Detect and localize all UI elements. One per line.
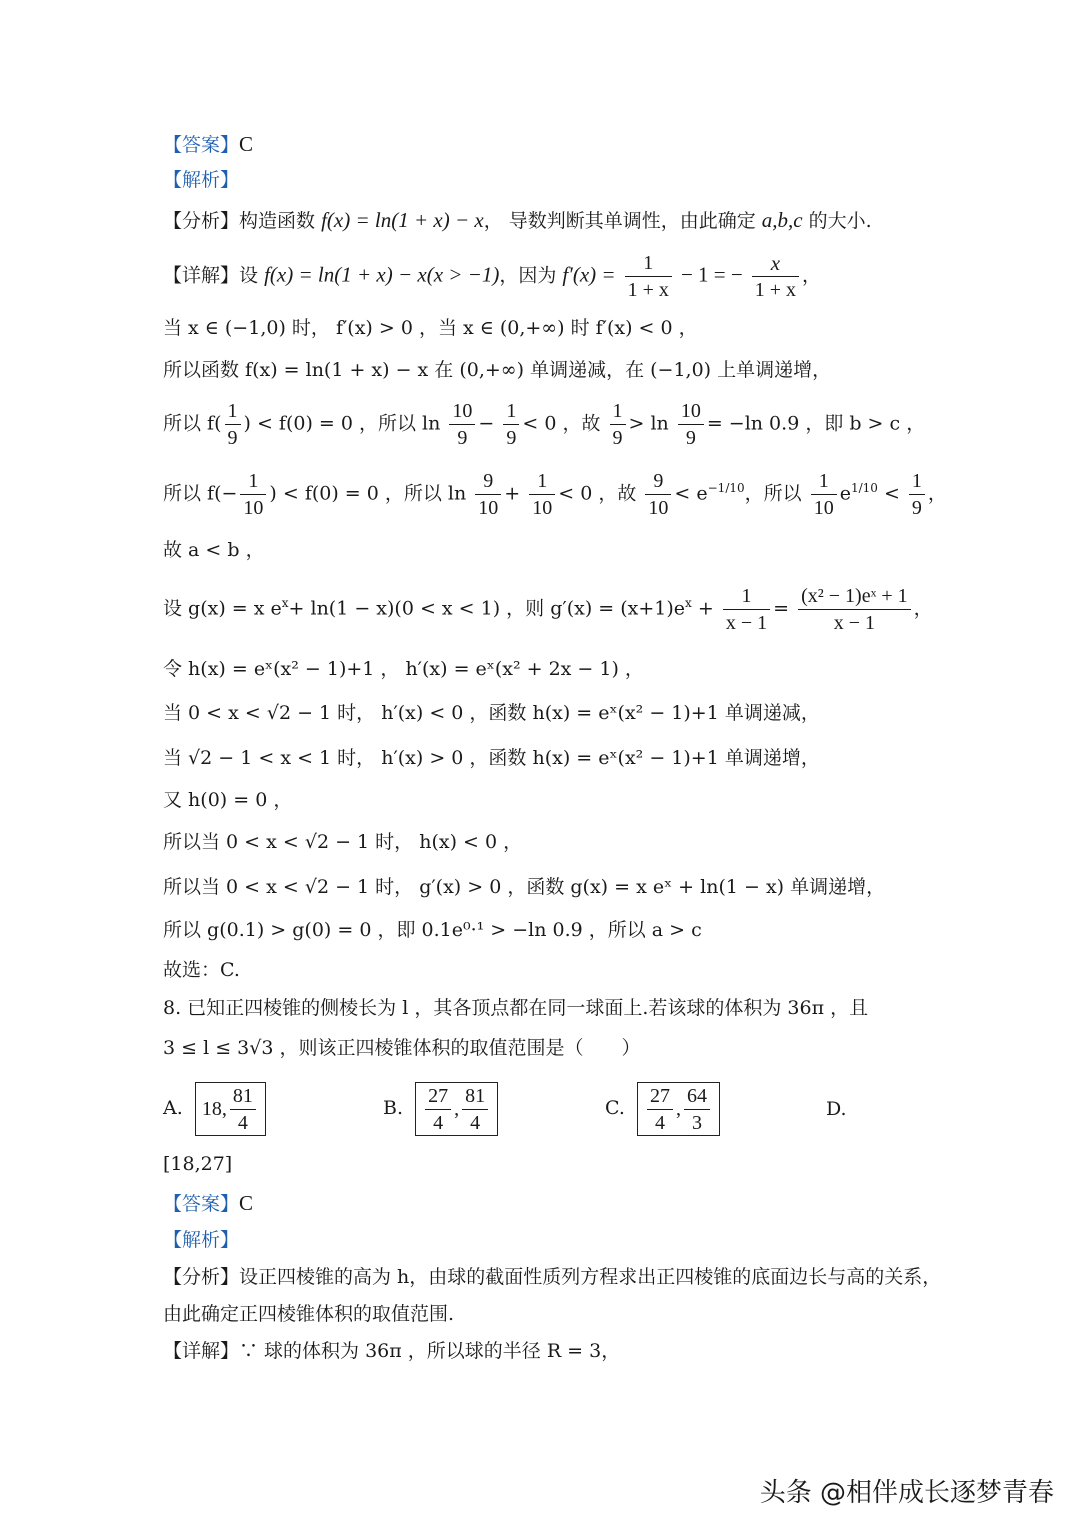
line-16: 故选：C. xyxy=(163,959,240,981)
question-8-line-2: 3 ≤ l ≤ 3√3 ，则该正四棱锥体积的取值范围是（ ） xyxy=(163,1037,641,1059)
analysis-tag-2: 【解析】 xyxy=(163,1229,240,1251)
answer-line-2 xyxy=(163,1190,253,1217)
fenxi-text-b: ， 导数判断其单调性，由此确定 xyxy=(483,210,756,232)
xj1-frac-2: $\frac{x}{1 + x}$ xyxy=(752,250,799,303)
xj1-text-b: ，因为 xyxy=(499,264,557,287)
analysis-line-1 xyxy=(163,167,239,193)
option-c-interval: $\frac{27}{4}$ , $\frac{64}{3}$ xyxy=(637,1082,720,1136)
xj1-derivative: f′(x) = xyxy=(562,262,616,287)
fenxi-line-1 xyxy=(163,207,872,234)
fenxi-tag: 【分析】 xyxy=(163,210,240,232)
line-4: 所以函数 f(x) = ln(1 + x) − x 在 (0,+∞) 单调递减，在 (−1,0) 上单调递增， xyxy=(163,359,832,381)
xj1-text-a: 设 xyxy=(239,264,259,287)
answer-tag-2: 【答案】 xyxy=(163,1193,240,1215)
line-7: 故 a < b ， xyxy=(163,539,265,561)
line-3: 当 x ∈ (−1,0) 时， f′(x) > 0 ，当 x ∈ (0,+∞) 时 f′(x) < 0 ， xyxy=(163,317,698,339)
watermark: 头条 @相伴成长逐梦青春 xyxy=(759,1478,1054,1508)
xj1-mid: − 1 = − xyxy=(680,262,743,287)
option-a-label: A. xyxy=(163,1097,183,1119)
line-12: 又 h(0) = 0 ， xyxy=(163,789,293,811)
line-14: 所以当 0 < x < √2 − 1 时， g′(x) > 0 ，函数 g(x) = x eˣ + ln(1 − x) 单调递增， xyxy=(163,876,886,898)
option-a-interval: 18, $\frac{81}{4}$ xyxy=(195,1082,266,1136)
answer-tag: 【答案】 xyxy=(163,134,240,156)
xj1-end: ， xyxy=(802,264,822,287)
option-d-label: D. xyxy=(826,1098,847,1120)
fenxi-text-a: 构造函数 xyxy=(239,210,316,232)
option-b-interval: $\frac{27}{4}$ , $\frac{81}{4}$ xyxy=(415,1082,498,1136)
fenxi-vars: a,b,c xyxy=(761,208,803,232)
xj1-formula: f(x) = ln(1 + x) − x(x > −1) xyxy=(264,262,500,287)
analysis-line-2 xyxy=(163,1227,239,1253)
line-8: 设 g(x) = x $e^x+ \ln(1 - x)(0 < x < 1)$ ，则 $g'(x) = (x+1)e^x$ + $\frac{1}{x - 1}$ = $\frac{\text{(x² − 1)eˣ + 1}}{x - 1}$ ， xyxy=(163,585,933,634)
option-d-value: [18,27] xyxy=(163,1153,233,1175)
line-11: 当 √2 − 1 < x < 1 时， h′(x) > 0 ，函数 h(x) = eˣ(x² − 1)+1 单调递增， xyxy=(163,747,820,769)
option-a[interactable] xyxy=(163,1082,266,1136)
option-c[interactable] xyxy=(605,1082,720,1136)
answer-value: C xyxy=(239,132,254,156)
option-b-label: B. xyxy=(383,1097,404,1119)
line-13: 所以当 0 < x < √2 − 1 时， h(x) < 0 ， xyxy=(163,831,523,853)
analysis-tag: 【解析】 xyxy=(163,169,240,191)
option-c-label: C. xyxy=(605,1097,625,1119)
option-b[interactable] xyxy=(383,1082,498,1136)
fenxi-text-c: 的大小. xyxy=(808,210,872,232)
fenxi-formula: f(x) = ln(1 + x) − x xyxy=(321,208,484,232)
question-8-line-1: 8. 已知正四棱锥的侧棱长为 l ，其各顶点都在同一球面上.若该球的体积为 36π ，且 xyxy=(163,997,869,1019)
xiangjie-line-1 xyxy=(163,250,821,303)
option-d[interactable] xyxy=(826,1096,847,1122)
line-5: 所以 f( $\frac{1}{9}$ ) < f(0) = 0 ，所以 ln $\frac{10}{9}$ − $\frac{1}{9}$ < 0 ，故 $\frac{1}{9}$ > ln $\frac{10}{9}$ = −ln 0.9 ，即 b > c ， xyxy=(163,400,926,449)
answer-value-2: C xyxy=(239,1191,254,1215)
line-9: 令 h(x) = eˣ(x² − 1)+1 ， h′(x) = eˣ(x² + 2x − 1) ， xyxy=(163,658,644,680)
answer-line-1 xyxy=(163,131,253,158)
fenxi-line-2: 【分析】设正四棱锥的高为 h，由球的截面性质列方程求出正四棱锥的底面边长与高的关系， xyxy=(163,1266,942,1288)
line-10: 当 0 < x < √2 − 1 时， h′(x) < 0 ，函数 h(x) = eˣ(x² − 1)+1 单调递减， xyxy=(163,702,820,724)
xiangjie-tag: 【详解】 xyxy=(163,264,240,287)
line-6: 所以 f(− $\frac{1}{10}$ ) < f(0) = 0 ，所以 ln $\frac{9}{10}$ + $\frac{1}{10}$ < 0 ，故 $\frac{9}{10}$ < $e^{-1/10}$，所以 $\frac{1}{10}$ $e^{1/10}$ < $\frac{1}{9}$ ， xyxy=(163,470,947,519)
line-15: 所以 g(0.1) > g(0) = 0 ，即 0.1e⁰·¹ > −ln 0.9 ，所以 a > c xyxy=(163,919,702,941)
fenxi-line-2b: 由此确定正四棱锥体积的取值范围. xyxy=(163,1303,455,1325)
xiangjie-line-2: 【详解】∵ 球的体积为 36π ，所以球的半径 R = 3， xyxy=(163,1340,621,1362)
xj1-frac-1: $\frac{1}{1 + x}$ xyxy=(625,250,672,303)
